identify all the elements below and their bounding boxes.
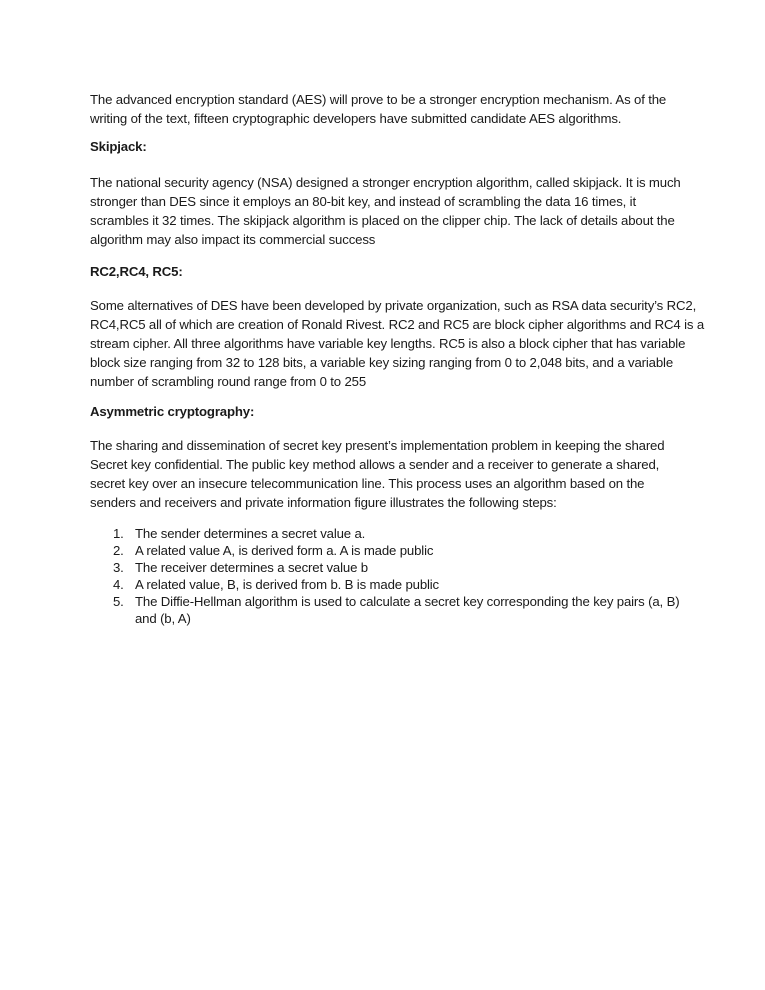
paragraph-line: stronger than DES since it employs an 80-bit key, and instead of scrambling the data 16 times, it — [90, 194, 636, 209]
paragraph-line: RC4,RC5 all of which are creation of Ronald Rivest. RC2 and RC5 are block cipher algorithms and RC4 is a — [90, 317, 705, 332]
list-line: and (b, A) — [135, 611, 191, 626]
list-number: 1. — [113, 526, 124, 541]
paragraph-line: The national security agency (NSA) designed a stronger encryption algorithm, called skipjack. It is much — [90, 175, 681, 190]
list-item — [90, 576, 710, 593]
paragraph-line: Secret key confidential. The public key method allows a sender and a receiver to generate a shared, — [90, 457, 660, 472]
paragraph-line: The sharing and dissemination of secret key present’s implementation problem in keeping the shared — [90, 438, 665, 453]
list-line: The Diffie-Hellman algorithm is used to calculate a secret key corresponding the key pairs (a, B) — [135, 594, 680, 609]
list-text — [135, 593, 679, 627]
list-number: 5. — [113, 594, 124, 609]
list-line: A related value, B, is derived from b. B is made public — [135, 577, 440, 592]
list-text — [135, 576, 439, 593]
list-item — [90, 525, 710, 542]
list-text — [135, 525, 365, 542]
intro-paragraph — [90, 90, 690, 128]
list-item — [90, 559, 710, 576]
steps-list — [90, 525, 710, 627]
section-heading-asymmetric: Asymmetric cryptography: — [90, 404, 255, 419]
list-number: 4. — [113, 577, 124, 592]
paragraph-line: senders and receivers and private information figure illustrates the following steps: — [90, 495, 557, 510]
paragraph-line: algorithm may also impact its commercial success — [90, 232, 376, 247]
paragraph-line: The advanced encryption standard (AES) will prove to be a stronger encryption mechanism. As of the — [90, 92, 667, 107]
paragraph-line: block size ranging from 32 to 128 bits, a variable key sizing ranging from 0 to 2,048 bits, and a variable — [90, 355, 673, 370]
paragraph-line: scrambles it 32 times. The skipjack algorithm is placed on the clipper chip. The lack of details about the — [90, 213, 675, 228]
paragraph-line: number of scrambling round range from 0 to 255 — [90, 374, 367, 389]
list-text — [135, 542, 433, 559]
skipjack-paragraph — [90, 173, 690, 249]
paragraph-line: secret key over an insecure telecommunication line. This process uses an algorithm based on the — [90, 476, 645, 491]
list-item — [90, 593, 710, 627]
section-heading-rc: RC2,RC4, RC5: — [90, 264, 183, 279]
asymmetric-paragraph — [90, 436, 690, 512]
paragraph-line: Some alternatives of DES have been developed by private organization, such as RSA data security’s RC2, — [90, 298, 697, 313]
list-number: 2. — [113, 543, 124, 558]
section-heading-skipjack: Skipjack: — [90, 139, 147, 154]
list-item — [90, 542, 710, 559]
list-line: The receiver determines a secret value b — [135, 560, 368, 575]
paragraph-line: stream cipher. All three algorithms have variable key lengths. RC5 is also a block cipher that has variable — [90, 336, 686, 351]
list-line: The sender determines a secret value a. — [135, 526, 366, 541]
list-line: A related value A, is derived form a. A is made public — [135, 543, 434, 558]
paragraph-line: writing of the text, fifteen cryptographic developers have submitted candidate AES algorithms. — [90, 111, 622, 126]
list-number: 3. — [113, 560, 124, 575]
rc-paragraph — [90, 296, 705, 391]
list-text — [135, 559, 368, 576]
